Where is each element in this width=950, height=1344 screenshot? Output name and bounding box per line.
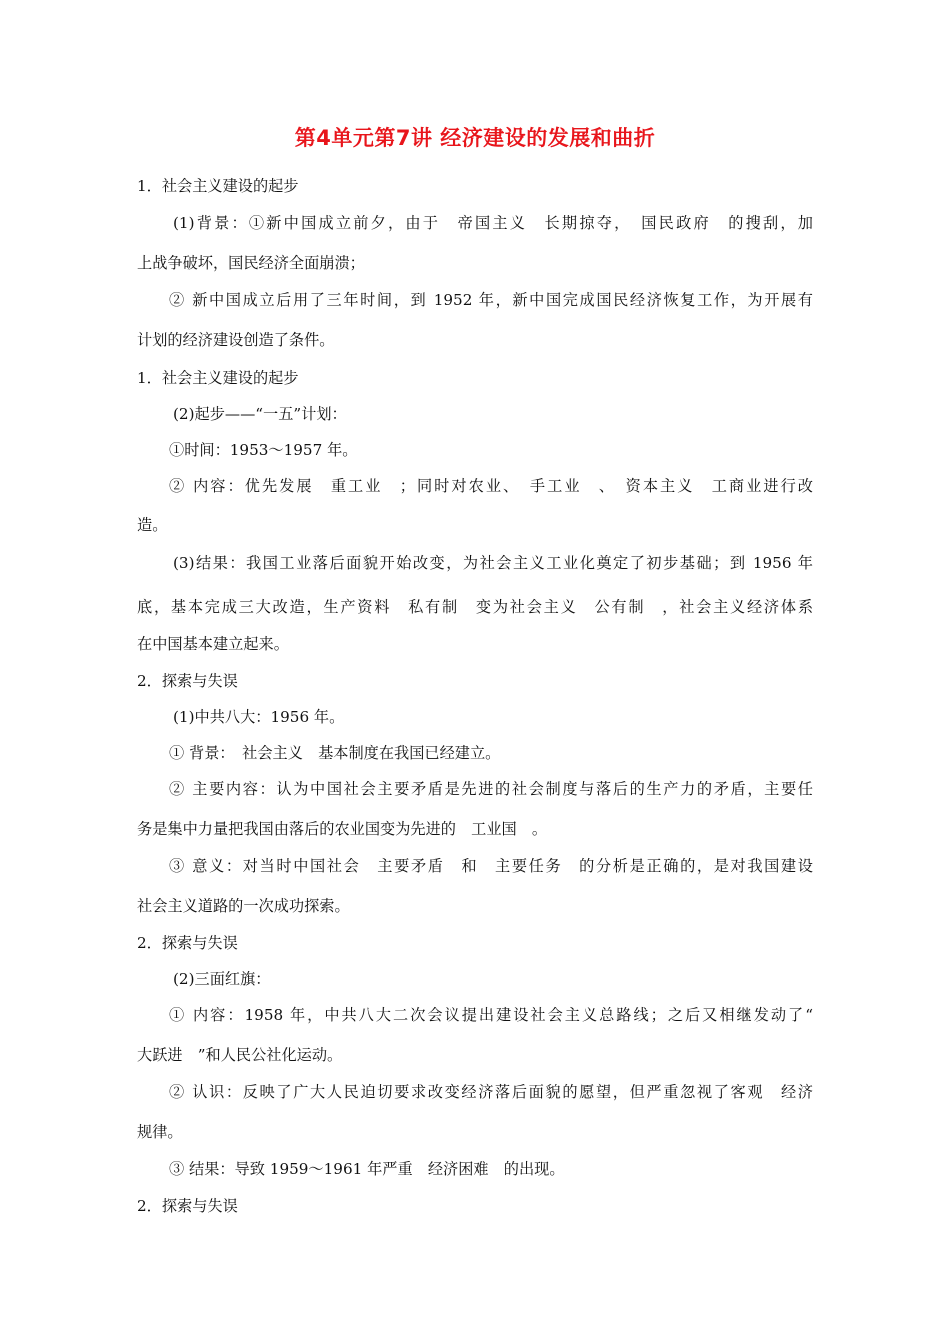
section-heading: 2．探索与失误 — [137, 672, 238, 690]
paragraph-line: (1)背景：①新中国成立前夕，由于 帝国主义 长期掠夺， 国民政府 的搜刮，加 — [173, 214, 813, 232]
paragraph-line: ③ 意义：对当时中国社会 主要矛盾 和 主要任务 的分析是正确的，是对我国建设 — [169, 857, 813, 875]
subsection-heading: (2)起步——“一五”计划： — [173, 405, 347, 423]
section-heading: 1．社会主义建设的起步 — [137, 177, 299, 195]
paragraph-line: ② 主要内容：认为中国社会主要矛盾是先进的社会制度与落后的生产力的矛盾，主要任 — [169, 780, 813, 798]
paragraph-line: ① 背景： 社会主义 基本制度在我国已经建立。 — [169, 744, 501, 762]
paragraph-line: 务是集中力量把我国由落后的农业国变为先进的 工业国 。 — [137, 820, 548, 838]
paragraph-line: (3)结果：我国工业落后面貌开始改变，为社会主义工业化奠定了初步基础；到 1956 年 — [173, 554, 813, 572]
subsection-heading: (1)中共八大：1956 年。 — [173, 708, 345, 726]
paragraph-line: ② 认识：反映了广大人民迫切要求改变经济落后面貌的愿望，但严重忽视了客观 经济 — [169, 1083, 813, 1101]
paragraph-line: ③ 结果：导致 1959～1961 年严重 经济困难 的出现。 — [169, 1160, 565, 1178]
paragraph-line: 在中国基本建立起来。 — [137, 635, 289, 653]
section-heading: 2．探索与失误 — [137, 934, 238, 952]
subsection-heading: (2)三面红旗： — [173, 970, 271, 988]
paragraph-line: 底，基本完成三大改造，生产资料 私有制 变为社会主义 公有制 ，社会主义经济体系 — [137, 598, 813, 616]
paragraph-line: ①时间：1953～1957 年。 — [169, 441, 358, 459]
paragraph-line: ① 内容：1958 年，中共八大二次会议提出建设社会主义总路线；之后又相继发动了“ — [169, 1006, 813, 1024]
paragraph-line: 大跃进 ”和人民公社化运动。 — [137, 1046, 343, 1064]
section-heading: 2．探索与失误 — [137, 1197, 238, 1215]
paragraph-line: ② 内容：优先发展 重工业 ；同时对农业、 手工业 、 资本主义 工商业进行改 — [169, 477, 813, 495]
paragraph-line: ② 新中国成立后用了三年时间，到 1952 年，新中国完成国民经济恢复工作，为开展有 — [169, 291, 813, 309]
paragraph-line: 造。 — [137, 516, 168, 534]
paragraph-line: 社会主义道路的一次成功探索。 — [137, 897, 350, 915]
paragraph-line: 计划的经济建设创造了条件。 — [137, 331, 335, 349]
paragraph-line: 规律。 — [137, 1123, 183, 1141]
section-heading: 1．社会主义建设的起步 — [137, 369, 299, 387]
document-title: 第4单元第7讲 经济建设的发展和曲折 — [294, 126, 656, 150]
paragraph-line: 上战争破坏，国民经济全面崩溃； — [137, 254, 365, 272]
